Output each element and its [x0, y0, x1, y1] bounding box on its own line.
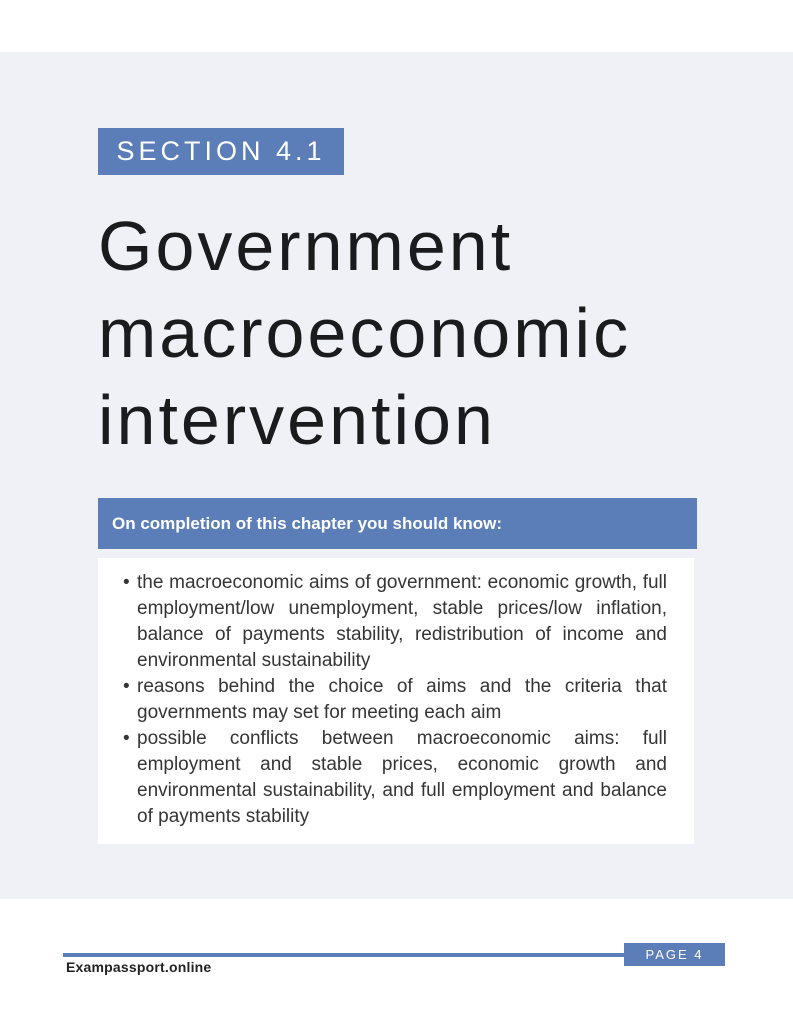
section-badge	[98, 128, 344, 175]
objectives-header-text: On completion of this chapter you should know:	[112, 513, 503, 533]
objective-text: the macroeconomic aims of government: economic growth, full employment/low unemployment, stable prices/low inflation, balance of payments stability, redistribution of income and environmental sustainability	[137, 572, 667, 671]
page-number-badge	[624, 943, 725, 966]
list-item	[123, 570, 667, 674]
objective-text: possible conflicts between macroeconomic aims: full employment and stable prices, economic growth and environmental sustainability, and full employment and balance of payments stability	[137, 728, 667, 827]
bullet-icon: •	[123, 676, 130, 697]
bullet-icon: •	[123, 728, 130, 749]
objectives-header-bar	[98, 498, 697, 549]
page-title: Government macroeconomic intervention	[98, 207, 632, 459]
section-label: SECTION 4.1	[116, 136, 326, 166]
page-number-label: PAGE 4	[645, 947, 704, 962]
objective-text: reasons behind the choice of aims and the criteria that governments may set for meeting each aim	[137, 676, 667, 723]
list-item	[123, 726, 667, 830]
list-item	[123, 674, 667, 726]
bullet-icon: •	[123, 572, 130, 593]
objectives-box	[98, 558, 694, 844]
objectives-list	[123, 570, 667, 830]
footer-divider-line	[63, 953, 624, 957]
website-name: Exampassport.online	[66, 959, 212, 975]
